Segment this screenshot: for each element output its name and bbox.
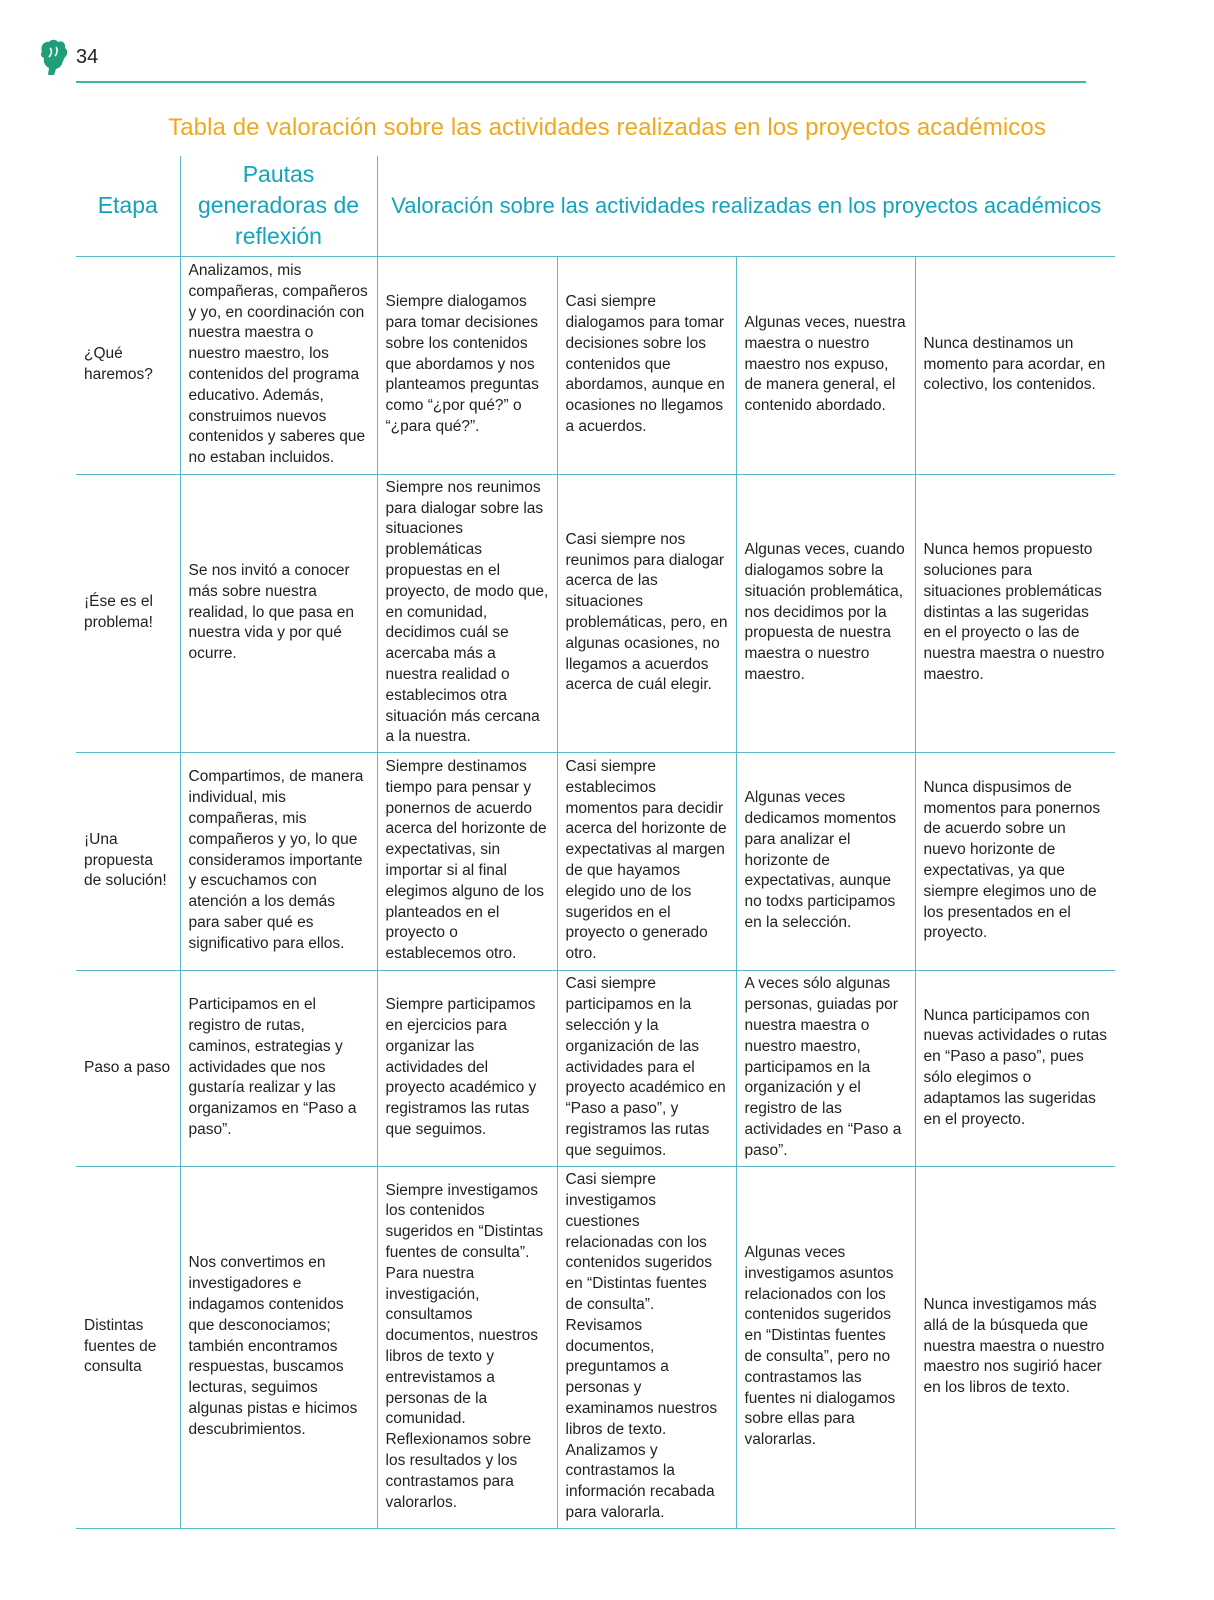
cell-casi-siempre: Casi siempre dialogamos para tomar decisiones sobre los contenidos que abordamos, aunque en ocasiones no llegamos a acuerdos.	[557, 256, 736, 474]
cell-casi-siempre: Casi siempre establecimos momentos para decidir acerca del horizonte de expectativas al margen de que hayamos elegido uno de los sugeridos en el proyecto o generado otro.	[557, 752, 736, 970]
cell-pautas: Analizamos, mis compañeras, compañeros y yo, en coordinación con nuestra maestra o nuestro maestro, los contenidos del programa educativo. Además, construimos nuevos contenidos y saberes que no estaban incluidos.	[180, 256, 377, 474]
cell-etapa: ¡Ése es el problema!	[76, 474, 180, 752]
cell-etapa: Distintas fuentes de consulta	[76, 1166, 180, 1528]
cell-casi-siempre: Casi siempre investigamos cuestiones relacionadas con los contenidos sugeridos en “Distintas fuentes de consulta”. Revisamos documentos, preguntamos a personas y examinamos nuestros libros de texto. Analizamos y contrastamos la información recabada para valorarla.	[557, 1166, 736, 1528]
cell-algunas-veces: Algunas veces, nuestra maestra o nuestro maestro nos expuso, de manera general, el contenido abordado.	[736, 256, 915, 474]
cell-algunas-veces: Algunas veces, cuando dialogamos sobre la situación problemática, nos decidimos por la propuesta de nuestra maestra o nuestro maestro.	[736, 474, 915, 752]
cell-siempre: Siempre dialogamos para tomar decisiones sobre los contenidos que abordamos y nos planteamos preguntas como “¿por qué?” o “¿para qué?”.	[377, 256, 557, 474]
cell-casi-siempre: Casi siempre participamos en la selección y la organización de las actividades para el proyecto académico en “Paso a paso”, y registramos las rutas que seguimos.	[557, 970, 736, 1166]
cell-nunca: Nunca participamos con nuevas actividades o rutas en “Paso a paso”, pues sólo elegimos o adaptamos las sugeridas en el proyecto.	[915, 970, 1115, 1166]
page-number: 34	[76, 46, 99, 68]
page-title: Tabla de valoración sobre las actividades realizadas en los proyectos académicos	[168, 114, 1046, 141]
cell-algunas-veces: Algunas veces dedicamos momentos para analizar el horizonte de expectativas, aunque no todxs participamos en la selección.	[736, 752, 915, 970]
table-row	[76, 970, 1115, 1166]
cell-siempre: Siempre investigamos los contenidos sugeridos en “Distintas fuentes de consulta”. Para nuestra investigación, consultamos documentos, nuestros libros de texto y entrevistamos a personas de la comunidad. Reflexionamos sobre los resultados y los contrastamos para valorarlos.	[377, 1166, 557, 1528]
cell-pautas: Participamos en el registro de rutas, caminos, estrategias y actividades que nos gustaría realizar y las organizamos en “Paso a paso”.	[180, 970, 377, 1166]
cell-algunas-veces: Algunas veces investigamos asuntos relacionados con los contenidos sugeridos en “Distintas fuentes de consulta”, pero no contrastamos las fuentes ni dialogamos sobre ellas para valorarlas.	[736, 1166, 915, 1528]
cell-etapa: ¿Qué haremos?	[76, 256, 180, 474]
cell-siempre: Siempre nos reunimos para dialogar sobre las situaciones problemáticas propuestas en el proyecto, de modo que, en comunidad, decidimos cuál se acercaba más a nuestra realidad o establecimos otra situación más cercana a la nuestra.	[377, 474, 557, 752]
cell-nunca: Nunca dispusimos de momentos para ponernos de acuerdo sobre un nuevo horizonte de expectativas, ya que siempre elegimos uno de los presentados en el proyecto.	[915, 752, 1115, 970]
cell-nunca: Nunca investigamos más allá de la búsqueda que nuestra maestra o nuestro maestro nos sugirió hacer en los libros de texto.	[915, 1166, 1115, 1528]
cell-siempre: Siempre participamos en ejercicios para organizar las actividades del proyecto académico y registramos las rutas que seguimos.	[377, 970, 557, 1166]
table-row	[76, 1166, 1115, 1528]
valuation-table	[76, 156, 1115, 1529]
header-etapa: Etapa	[76, 156, 180, 256]
cell-nunca: Nunca destinamos un momento para acordar, en colectivo, los contenidos.	[915, 256, 1115, 474]
cell-algunas-veces: A veces sólo algunas personas, guiadas por nuestra maestra o nuestro maestro, participamos en la organización y el registro de las actividades en “Paso a paso”.	[736, 970, 915, 1166]
table-row	[76, 474, 1115, 752]
cell-pautas: Compartimos, de manera individual, mis compañeras, mis compañeros y yo, lo que consideramos importante y escuchamos con atención a los demás para saber qué es significativo para ellos.	[180, 752, 377, 970]
table-row	[76, 256, 1115, 474]
cell-nunca: Nunca hemos propuesto soluciones para situaciones problemáticas distintas a las sugeridas en el proyecto o las de nuestra maestra o nuestro maestro.	[915, 474, 1115, 752]
cell-etapa: ¡Una propuesta de solución!	[76, 752, 180, 970]
cell-siempre: Siempre destinamos tiempo para pensar y ponernos de acuerdo acerca del horizonte de expectativas, sin importar si al final elegimos alguno de los planteados en el proyecto o establecemos otro.	[377, 752, 557, 970]
header-valoracion: Valoración sobre las actividades realizadas en los proyectos académicos	[377, 156, 1115, 256]
cell-pautas: Se nos invitó a conocer más sobre nuestra realidad, lo que pasa en nuestra vida y por qué ocurre.	[180, 474, 377, 752]
table-row	[76, 752, 1115, 970]
header-rule	[76, 81, 1086, 83]
page-header	[36, 38, 1086, 84]
cell-casi-siempre: Casi siempre nos reunimos para dialogar acerca de las situaciones problemáticas, pero, en algunas ocasiones, no llegamos a acuerdos acerca de cuál elegir.	[557, 474, 736, 752]
cell-pautas: Nos convertimos en investigadores e indagamos contenidos que desconociamos; también encontramos respuestas, buscamos lecturas, seguimos algunas pistas e hicimos descubrimientos.	[180, 1166, 377, 1528]
header-pautas: Pautas generadoras de reflexión	[180, 156, 377, 256]
table-header-row	[76, 156, 1115, 256]
green-hand-logo-icon	[36, 38, 70, 76]
cell-etapa: Paso a paso	[76, 970, 180, 1166]
